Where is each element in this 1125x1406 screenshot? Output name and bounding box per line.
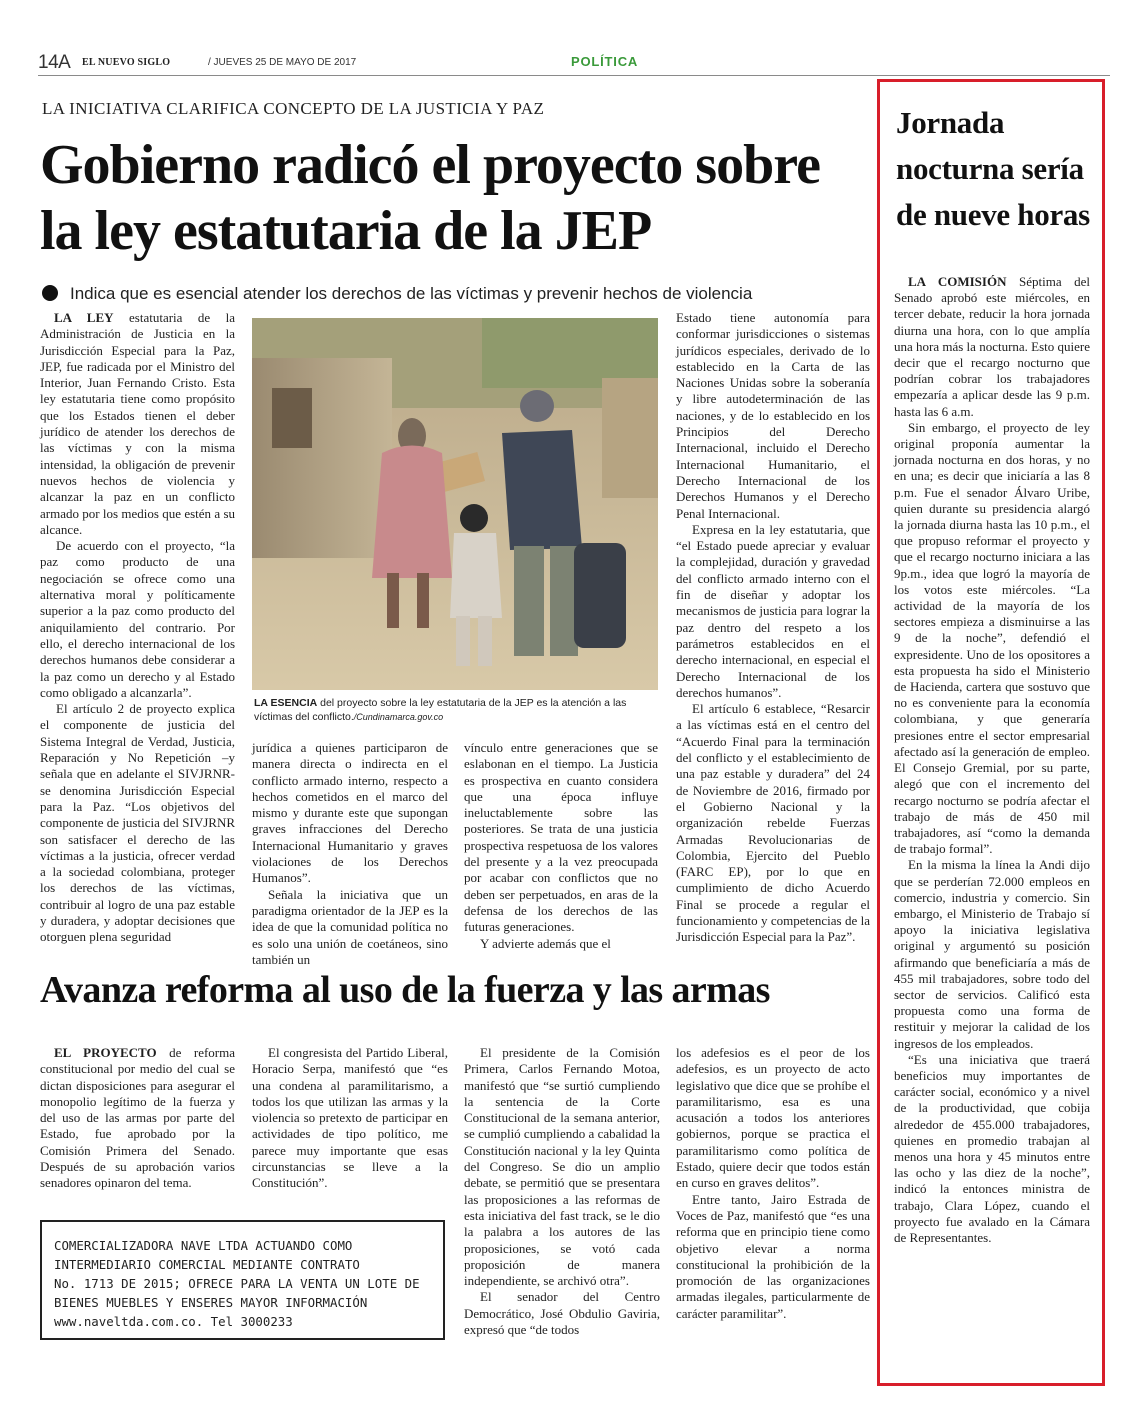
main-kicker: LA INICIATIVA CLARIFICA CONCEPTO DE LA JUSTICIA Y PAZ — [42, 99, 545, 118]
main-paragraph: jurídica a quienes participaron de manera directa o indirecta en el conflicto armado interno, respecto a hechos cometidos en el marco del mismo y durante este que supongan graves infracciones del Derecho Internacional Humanitario y graves violaciones de los Derechos Humanos”. — [252, 740, 448, 886]
paragraph-text: de reforma constitucional por medio del cual se dictan disposiciones para asegurar el monopolio legítimo de la fuerza y del uso de las armas por parte del Estado, fue aprobado por la Comisión Primera del Senado. Después de su aprobación varios senadores opinaron del tema. — [40, 1045, 236, 1191]
main-column-2 — [252, 740, 448, 968]
lead-in: LA LEY — [54, 310, 114, 325]
second-paragraph — [40, 1045, 235, 1192]
main-subhead — [42, 284, 872, 304]
main-paragraph: Expresa en la ley estatutaria, que “el Estado puede apreciar y evaluar la complejidad, duración y gravedad del conflicto armado interno con el fin de diseñar y adoptar los mecanismos de justicia para lograr la paz dentro del respeto a los parámetros establecidos en el derecho internacional, en especial el Derecho Internacional de los derechos humanos”. — [676, 521, 870, 700]
publication-date: / JUEVES 25 DE MAYO DE 2017 — [208, 57, 357, 68]
caption-text: del proyecto sobre la ley estatutaria de la JEP es la atención a las víctimas del conflicto. — [254, 697, 627, 723]
sidebar-headline: Jornada nocturna sería de nueve horas — [896, 105, 1090, 232]
main-paragraph: Y advierte además que el — [480, 935, 611, 951]
second-paragraph: El congresista del Partido Liberal, Horacio Serpa, manifestó que “es una condena al paramilitarismo, a todos los que utilizan las armas y la violencia so pretexto de participar en actividades de tipo político, me parece muy importante que esas circunstancias se lleve a la Constitución”. — [252, 1045, 448, 1191]
main-paragraph: El artículo 2 de proyecto explica el componente de justicia del Sistema Integral de Verdad, Justicia, Reparación y No Repetición –y señala que en adelante el SIVJRNR- se denomina Jurisdicción Especial para la Paz. “Los objetivos del componente de justicia del SIVJRNR son satisfacer el derecho de las víctimas a la justicia, ofrecer verdad a la sociedad colombiana, proteger los derechos de las víctimas, contribuir al logro de una paz estable y duradera, y adoptar decisiones que otorguen plena seguridad — [40, 701, 235, 945]
page-header — [38, 50, 1110, 76]
main-paragraph: De acuerdo con el proyecto, “la paz como producto de una negociación se ofrece como una alternativa moral y políticamente superior a la paz como producto del aniquilamiento del contrario. Por ello, el derecho internacional de los derechos humanos debe considerar a la paz como un derecho y al Estado como obligado a alcanzarla”. — [40, 538, 235, 700]
sidebar-box — [877, 79, 1105, 1386]
sidebar-paragraph — [894, 274, 1090, 420]
article-photo — [252, 318, 658, 690]
ad-line: No. 1713 DE 2015; OFRECE PARA LA VENTA UN LOTE DE — [54, 1276, 420, 1291]
main-paragraph: El artículo 6 establece, “Resarcir a las víctimas está en el centro del “Acuerdo Final para la terminación del conflicto y el establecimiento de una paz estable y duradera” del 24 de Noviembre de 2016, firmado por el Gobierno Nacional y la organización rebelde Fuerzas Armadas Revolucionarias de Colombia, Ejercito del Pueblo (FARC EP), por lo que en cumplimiento de dicho Acuerdo Final se procede a regular el funcionamiento y competencias de la Jurisdicción Especial para la Paz”. — [676, 701, 870, 945]
second-column-3 — [464, 1045, 660, 1338]
sidebar-paragraph: En la misma la línea la Andi dijo que se perderían 72.000 empleos en comercio, industria y comercio. Sin embargo, el Ministerio de Trabajo sí apoyo la iniciativa legislativa original y argumentó su posición afirmando que beneficiaría a más de 455 mil trabajadores, sobre todo del sector de servicios. Calificó esta propuesta como una forma de restituir y mejorar la calidad de los ingresos de los empleados. — [894, 857, 1090, 1051]
main-paragraph — [40, 310, 235, 538]
caption-lead: LA ESENCIA — [254, 697, 318, 709]
second-headline: Avanza reforma al uso de la fuerza y las armas — [40, 969, 770, 1011]
paragraph-text: estatutaria de la Administración de Justicia en la Jurisdicción Especial para la Paz, JEP, fue radicada por el Ministro del Interior, Juan Fernando Cristo. Esta ley estatutaria tiene como propósito que los Estados tienen el deber jurídico de atender los derechos de las víctimas y con la misma intensidad, la obligación de prevenir nuevos hechos de violencia y alcanzar la paz en un conflicto armado por los medios que estén a su alcance. — [40, 310, 236, 537]
second-paragraph: Entre tanto, Jairo Estrada de Voces de Paz, manifestó que “es una reforma que en principio tiene como objetivo elevar a norma constitucional la prohibición de la promoción de las organizaciones armadas ilegales, particularmente de carácter paramilitar”. — [676, 1191, 870, 1321]
sidebar-paragraph: “Es una iniciativa que traerá beneficios muy importantes de carácter social, económico y a nivel de la productividad, que cobija alrededor de 455.000 trabajadores, quienes en promedio trabajan al menos una hora y 45 minutos entre las ocho y las diez de la noche”, indicó la entonces ministra de trabajo, Clara López, cuando el proyecto fue avalado en la Cámara de Representantes. — [894, 1051, 1090, 1245]
main-paragraph: Señala la iniciativa que un paradigma orientador de la JEP es la idea de que la comunidad política no es solo una unión de coetáneos, sino también un — [252, 886, 448, 967]
main-column-4 — [676, 310, 870, 946]
newspaper-name: EL NUEVO SIGLO — [82, 57, 171, 68]
ad-line: INTERMEDIARIO COMERCIAL MEDIANTE CONTRATO — [54, 1257, 360, 1272]
second-column-4 — [676, 1045, 870, 1322]
lead-in: LA COMISIÓN — [908, 274, 1007, 289]
sidebar-body — [894, 274, 1090, 1246]
second-paragraph: El presidente de la Comisión Primera, Carlos Fernando Motoa, manifestó que “se surtió cumpliendo la sentencia de la Corte Constitucional de la semana anterior, se cumplió cumpliendo a cabalidad la Constitución nacional y la ley Quinta del Congreso. Se dio un amplio debate, se permitió que se presentara las proposiciones a las reformas de esta iniciativa del fast track, se le dio la palabra a los autores de las proposiciones, se votó cada proposición de manera independiente, se archivó otra”. — [464, 1045, 661, 1289]
paragraph-text: Séptima del Senado aprobó este miércoles, en tercer debate, reducir la hora jornada diurna una hora, con lo que amplía una hora más la nocturna. Esto quiere decir que el recargo nocturno que podrían cobrar los trabajadores empezaría a aplicar desde las 9 p.m. hasta las 6 a.m. — [894, 274, 1091, 419]
bullet-icon — [42, 285, 58, 301]
subhead-text: Indica que es esencial atender los derechos de las víctimas y prevenir hechos de violencia — [70, 284, 753, 303]
main-headline: Gobierno radicó el proyecto sobre la ley estatutaria de la JEP — [40, 134, 820, 262]
main-column-1 — [40, 310, 235, 946]
ad-line: BIENES MUEBLES Y ENSERES MAYOR INFORMACIÓN — [54, 1295, 368, 1310]
sidebar-paragraph: Sin embargo, el proyecto de ley original proponía aumentar la jornada nocturna en dos horas, y no en una; es decir que iniciaría a las 8 p.m. Fue el senador Álvaro Uribe, quien durante su presidencia alargó la jornada diurna hasta las 10 p.m., el que propuso reformar el proyecto y que el recargo nocturno iniciara a las 9p.m., idea que logró la mayoría de los votos este miércoles. “La actividad de la mayoría de los sectores empieza a disminuirse a las 9 de la noche”, defendió el expresidente. Uno de los opositores a esta propuesta ha sido el Ministerio de Hacienda, cartera que sostuvo que no es conveniente para la economía colombiana, y que generaría presiones entre el sector empresarial afectado así la generación de empleo. El Consejo Gremial, por su parte, alegó que con el incremento del recargo nocturno se podría afectar el trabajo de más de 450 mil trabajadores, así “como la demanda de trabajo formal”. — [894, 419, 1090, 857]
second-column-2 — [252, 1045, 448, 1192]
lead-in: EL PROYECTO — [54, 1045, 157, 1060]
page-number: 14A — [38, 52, 71, 73]
ad-line: COMERCIALIZADORA NAVE LTDA ACTUANDO COMO — [54, 1238, 353, 1253]
section-label: POLÍTICA — [571, 54, 639, 69]
ad-contact: www.naveltda.com.co. Tel 3000233 — [54, 1314, 293, 1329]
second-paragraph: El senador del Centro Democrático, José Obdulio Gaviria, expresó que “de todos — [464, 1289, 660, 1338]
main-column-3 — [464, 740, 658, 952]
photo-caption — [254, 697, 658, 724]
second-column-1 — [40, 1045, 235, 1192]
second-paragraph: los adefesios es el peor de los adefesios, es un proyecto de acto legislativo que dice que se prohíbe el paramilitarismo, esa es una acusación a todos los anteriores gobiernos, porque se practica el paramilitarismo como política de Estado, quiere decir que todos están en curso en graves delitos”. — [676, 1045, 870, 1191]
classified-ad — [40, 1220, 445, 1340]
photo-credit: /Cundinamarca.gov.co — [353, 711, 444, 722]
photo-illustration — [252, 318, 658, 690]
main-paragraph: Estado tiene autonomía para conformar jurisdicciones o sistemas jurídicos especiales, derivado de lo establecido en la Carta de las Naciones Unidas sobre la soberanía y libre autodeterminación de las naciones, y de lo establecido en los Principios del Derecho Internacional, incluido el Derecho Internacional Humanitario, el Derecho Internacional de los Derechos Humanos y el Derecho Penal Internacional. — [676, 310, 870, 521]
main-paragraph: vínculo entre generaciones que se eslabonan en el tiempo. La Justicia es prospectiva en cuanto considera que una época influye ineluctablemente sobre las posteriores. Se trata de una justicia prospectiva respetuosa de los valores del presente y a la vez preocupada por acabar con conflictos que no deben ser perpetuados, en aras de la defensa de los derechos de las futuras generaciones. — [464, 740, 658, 935]
